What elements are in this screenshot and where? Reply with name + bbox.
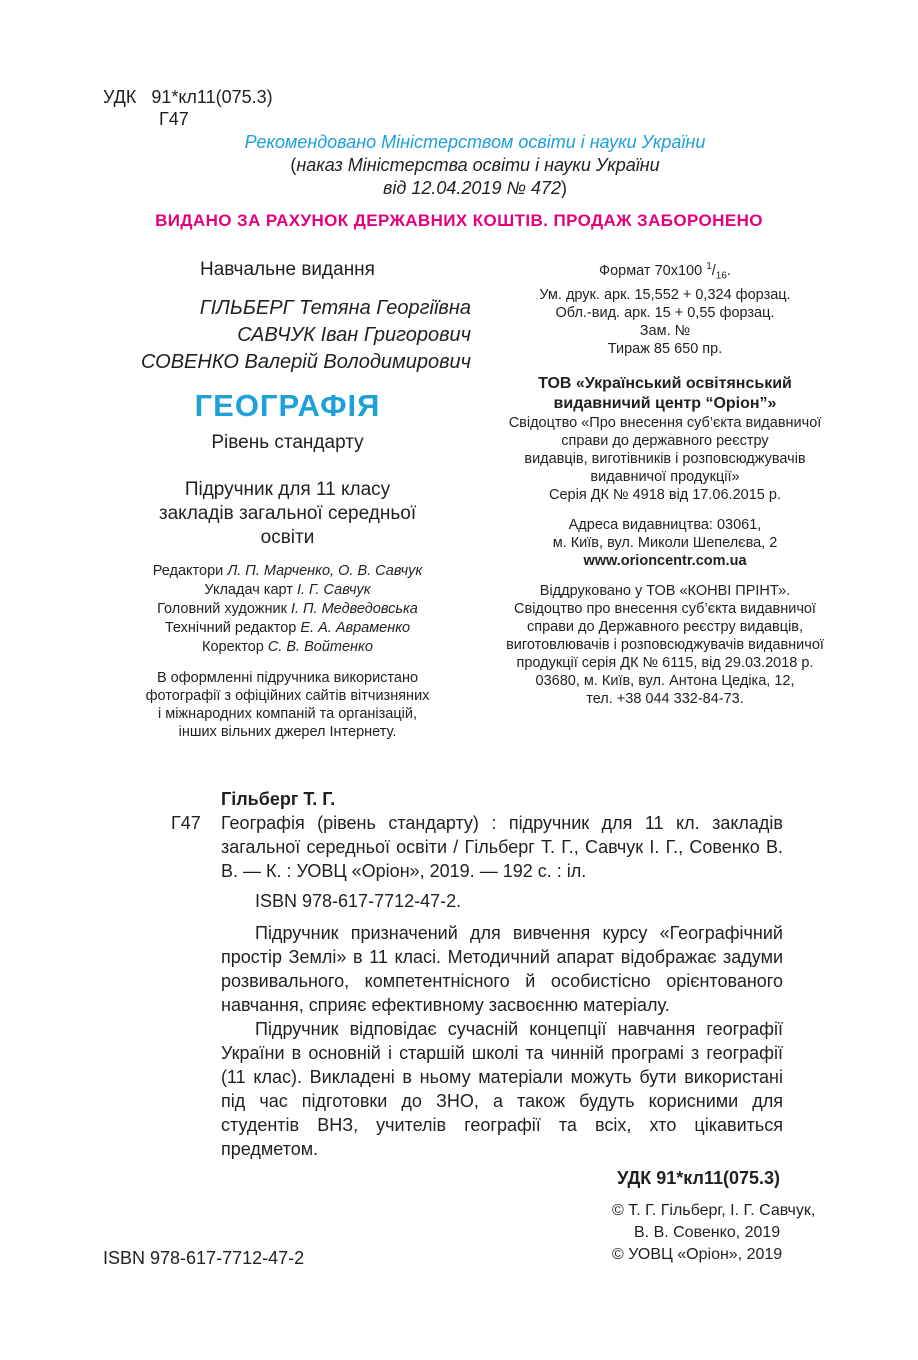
textbook-line: освіти <box>260 527 315 548</box>
publisher-name-line: видавничий центр “Оріон”» <box>553 394 777 412</box>
cert-line: видавців, виготівників і розповсюджувачів <box>524 450 806 467</box>
copyright-block <box>612 1200 815 1266</box>
editor-row <box>90 581 485 600</box>
author-name: СОВЕНКО Валерій Володимирович <box>140 351 471 373</box>
publisher-name-line: ТОВ «Український освітянський <box>538 374 792 392</box>
photos-note <box>90 669 485 741</box>
editor-names: Л. П. Марченко, О. В. Савчук <box>227 563 423 579</box>
bibliographic-record <box>103 787 783 1161</box>
recommendation-line2: наказ Міністерства освіти і науки України <box>296 155 660 175</box>
publisher-name <box>480 374 850 414</box>
editor-names: С. В. Войтенко <box>267 639 373 655</box>
biblio-cip: Г47 <box>171 813 201 833</box>
paren-open: ( <box>290 155 297 175</box>
cert-line: справи до державного реєстру <box>561 432 769 449</box>
right-column <box>480 258 850 708</box>
photos-line: В оформленні підручника використано <box>156 670 419 686</box>
cert-line: Свідоцтво «Про внесення суб’єкта видавничої <box>508 414 822 431</box>
udk-block <box>103 86 273 130</box>
publisher-website-link[interactable]: www.orioncentr.com.ua <box>583 552 747 569</box>
format-frac-den: 16 <box>715 270 727 282</box>
author-name: САВЧУК Іван Григорович <box>237 324 471 346</box>
editor-names: І. Г. Савчук <box>296 582 371 598</box>
biblio-description: Географія (рівень стандарту) : підручник для 11 кл. закладів загальної середньої освіти / Гільберг Т. Г., Савчук І. Г., Совенко В. В. — К. : УОВЦ «Оріон», 2019. — 192 с. : іл. <box>221 813 783 881</box>
printer-line: продукції серія ДК № 6115, від 29.03.2018 р. <box>516 654 814 671</box>
authors-list <box>90 295 485 376</box>
paren-close: ) <box>560 178 567 198</box>
copyright-line: В. В. Совенко, 2019 <box>634 1224 781 1241</box>
photos-line: фотографії з офіційних сайтів вітчизняних <box>145 688 430 704</box>
photos-line: інших вільних джерел Інтернету. <box>178 724 397 740</box>
textbook-line: закладів загальної середньої <box>158 503 417 524</box>
editor-names: Е. А. Авраменко <box>300 620 411 636</box>
recommendation-line3: від 12.04.2019 № 472 <box>383 178 561 198</box>
editor-role: Головний художник <box>157 601 287 617</box>
abstract-paragraph: Підручник призначений для вивчення курсу «Географічний простір Землі» в 11 класі. Методичний апарат відображає задуми розвивального, компетентнісного й особистісно орієнтованого навчання, сприяє ефективному засвоєнню матеріалу. <box>221 923 783 1015</box>
format-tail: . <box>726 262 731 279</box>
biblio-isbn: ISBN 978-617-7712-47-2. <box>255 891 462 911</box>
cert-line: видавничої продукції» <box>590 468 740 485</box>
copyright-line: © УОВЦ «Оріон», 2019 <box>612 1246 783 1263</box>
udk-label: УДК <box>103 87 137 107</box>
photos-line: і міжнародних компаній та організацій, <box>157 706 417 722</box>
editor-role: Коректор <box>202 639 264 655</box>
printer-info <box>480 582 850 708</box>
format-text: Формат 70х100 <box>599 262 703 279</box>
editor-row <box>90 638 485 657</box>
edition-type: Навчальне видання <box>200 259 375 280</box>
udk-bottom: УДК 91*кл11(075.3) <box>617 1168 780 1188</box>
book-level: Рівень стандарту <box>211 432 364 453</box>
book-title: ГЕОГРАФІЯ <box>194 388 381 423</box>
publisher-address <box>480 516 850 570</box>
print-info-line: Тираж 85 650 пр. <box>607 340 723 357</box>
format-frac-num: 1 <box>706 261 712 272</box>
author-name: ГІЛЬБЕРГ Тетяна Георгіївна <box>199 297 471 319</box>
print-info-line: Обл.-вид. арк. 15 + 0,55 форзац. <box>555 304 775 321</box>
print-format: Формат 70х100 $^1/_{16}$. <box>599 261 731 282</box>
editor-names: І. П. Медведовська <box>290 601 418 617</box>
editor-role: Редактори <box>152 563 224 579</box>
printer-line: Свідоцтво про внесення суб’єкта видавничої <box>514 600 816 617</box>
recommendation-line1: Рекомендовано Міністерством освіти і науки України <box>244 132 706 152</box>
editor-row <box>90 562 485 581</box>
left-column <box>90 255 485 741</box>
address-line: м. Київ, вул. Миколи Шепелєва, 2 <box>552 534 778 551</box>
printer-line: виготовлювачів і розповсюджувачів видавничої <box>506 636 824 653</box>
editor-role: Технічний редактор <box>164 620 297 636</box>
cert-line: Серія ДК № 4918 від 17.06.2015 р. <box>549 486 781 503</box>
editor-role: Укладач карт <box>204 582 293 598</box>
textbook-line: Підручник для 11 класу <box>184 479 391 500</box>
copyright-line: © Т. Г. Гільберг, І. Г. Савчук, <box>612 1202 816 1219</box>
udk-code: 91*кл11(075.3) <box>151 87 273 107</box>
printer-line: Віддруковано у ТОВ «КОНВІ ПРІНТ». <box>539 582 791 599</box>
editors-list <box>90 562 485 657</box>
isbn-bottom: ISBN 978-617-7712-47-2 <box>103 1248 305 1268</box>
editor-row <box>90 600 485 619</box>
state-funded-warning: ВИДАНО ЗА РАХУНОК ДЕРЖАВНИХ КОШТІВ. ПРОДАЖ ЗАБОРОНЕНО <box>155 211 763 230</box>
printer-line: тел. +38 044 332-84-73. <box>586 690 744 707</box>
biblio-author: Гільберг Т. Г. <box>221 789 336 809</box>
printer-line: 03680, м. Київ, вул. Антона Цедіка, 12, <box>535 672 795 689</box>
biblio-abstract <box>103 921 783 1161</box>
printer-line: справи до Державного реєстру видавців, <box>526 618 804 635</box>
textbook-description <box>90 478 485 550</box>
udk-code-author: Г47 <box>159 109 189 129</box>
abstract-paragraph: Підручник відповідає сучасній концепції навчання географії України в основній і старшій школі та чинній програмі з географії (11 клас). Викладені в ньому матеріали можуть бути використані під час підготовки до ЗНО, а також будуть корисними для студентів ВНЗ, учителів географії та всіх, хто цікавиться предметом. <box>221 1019 783 1159</box>
print-info-line: Зам. № <box>639 322 691 339</box>
editor-row <box>90 619 485 638</box>
recommendation <box>150 131 800 200</box>
publisher-certificate <box>480 414 850 504</box>
biblio-row <box>103 811 783 883</box>
address-line: Адреса видавництва: 03061, <box>568 516 762 533</box>
print-info-line: Ум. друк. арк. 15,552 + 0,324 форзац. <box>539 286 791 303</box>
